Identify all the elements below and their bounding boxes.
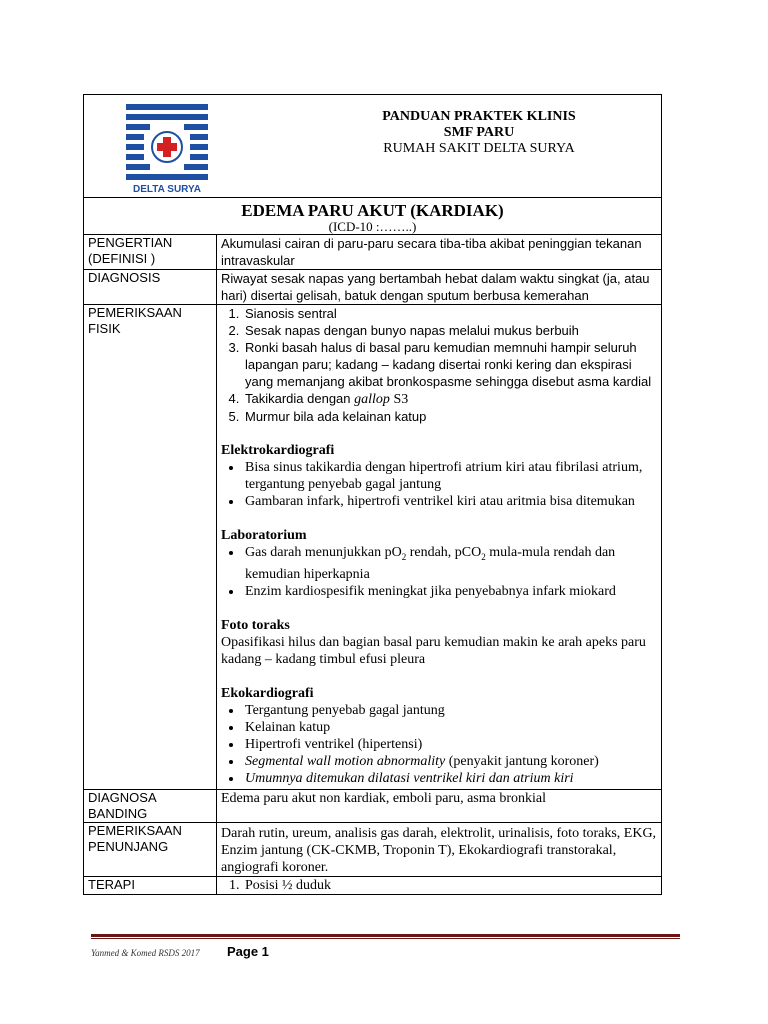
label-pemeriksaan-fisik: PEMERIKSAAN FISIK [84, 305, 217, 790]
list-item: • Enzim kardiospesifik meningkat jika penyebabnya infark miokard [243, 583, 657, 600]
svg-text:DELTA SURYA: DELTA SURYA [133, 184, 201, 195]
subscript: 2 [401, 551, 407, 562]
list-item: 1. Posisi ½ duduk [243, 877, 657, 894]
header-text [284, 109, 674, 157]
list-item: • Bisa sinus takikardia dengan hipertrofi atrium kiri atau fibrilasi atrium, tergantung penyebab gagal jantung [243, 459, 657, 493]
footer-credit: Yanmed & Komed RSDS 2017 [91, 948, 200, 958]
list-item: 1. Sianosis sentral [243, 305, 657, 322]
value-pengertian: Akumulasi cairan di paru-paru secara tiba-tiba akibat peninggian tekanan intravaskular [217, 235, 662, 270]
header-line3: RUMAH SAKIT DELTA SURYA [383, 141, 575, 156]
lab-list [221, 544, 657, 600]
label-terapi: TERAPI [84, 876, 217, 894]
section-title-lab: Laboratorium [221, 528, 307, 543]
header-line2: SMF PARU [443, 125, 515, 140]
label-penunjang: PEMERIKSAAN PENUNJANG [84, 822, 217, 876]
list-item: 5. Murmur bila ada kelainan katup [243, 408, 657, 425]
section-title-foto: Foto toraks [221, 617, 290, 633]
value-penunjang: Darah rutin, ureum, analisis gas darah, elektrolit, urinalisis, foto toraks, EKG, Enzim jantung (CK-CKMB, Troponin T), Ekokardiografi transtorakal, angiografi koroner. [217, 822, 662, 876]
list-item [243, 390, 657, 408]
fisik-list [221, 305, 657, 425]
list-item: • Umumnya ditemukan dilatasi ventrikel kiri dan atrium kiri [243, 770, 657, 787]
label-diagnosis: DIAGNOSIS [84, 270, 217, 305]
value-diagnosa-banding: Edema paru akut non kardiak, emboli paru, asma bronkial [217, 789, 662, 822]
foto-text: Opasifikasi hilus dan bagian basal paru kemudian makin ke arah apeks paru kadang – kadang timbul efusi pleura [221, 634, 646, 667]
footer-rule-thin [91, 938, 680, 939]
italic-term: gallop [354, 392, 390, 407]
title-cell [84, 198, 662, 235]
list-item: • Hipertrofi ventrikel (hipertensi) [243, 736, 657, 753]
list-item [243, 544, 657, 583]
value-pemeriksaan-fisik [217, 305, 662, 790]
list-item-text: Takikardia dengan [245, 391, 351, 406]
label-pengertian: PENGERTIAN (DEFINISI ) [84, 235, 217, 270]
subscript: 2 [481, 551, 486, 562]
list-item: 3. Ronki basah halus di basal paru kemudian memnuhi hampir seluruh lapangan paru; kadang – kadang disertai ronki kering dan ekspirasi yang memanjang akibat bronkospasme sehingga disebut asma kardial [243, 339, 657, 390]
lab-text-b: rendah, pCO [406, 545, 482, 560]
label-diagnosa-banding: DIAGNOSA BANDING [84, 789, 217, 822]
delta-surya-logo [124, 102, 210, 196]
italic-term: Segmental wall motion abnormality [245, 753, 446, 769]
ekg-list [221, 459, 657, 510]
header-line1: PANDUAN PRAKTEK KLINIS [382, 109, 576, 124]
section-title-eko: Ekokardiografi [221, 685, 314, 701]
list-item: • Tergantung penyebab gagal jantung [243, 702, 657, 719]
document-title: EDEMA PARU AKUT (KARDIAK) [241, 201, 504, 220]
lab-text-c: mula-mula rendah dan kemudian hiperkapnia [245, 545, 616, 582]
list-item: • Gambaran infark, hipertrofi ventrikel kiri atau aritmia bisa ditemukan [243, 493, 657, 510]
list-item: • Kelainan katup [243, 719, 657, 736]
terapi-list [221, 877, 657, 894]
page-number: Page 1 [227, 944, 269, 959]
lab-text-a: Gas darah menunjukkan pO [245, 545, 402, 560]
list-item [243, 753, 657, 770]
guideline-table [83, 94, 662, 895]
value-terapi [217, 876, 662, 894]
list-item-suffix: (penyakit jantung koroner) [445, 753, 599, 769]
list-item-suffix: S3 [389, 392, 409, 407]
section-title-ekg: Elektrokardiografi [221, 443, 335, 458]
footer-rule [91, 934, 680, 937]
eko-list [221, 702, 657, 787]
list-item: 2. Sesak napas dengan bunyo napas melalui mukus berbuih [243, 322, 657, 339]
value-diagnosis: Riwayat sesak napas yang bertambah hebat dalam waktu singkat (ja, atau hari) disertai gelisah, batuk dengan sputum berbusa kemerahan [217, 270, 662, 305]
header-cell [84, 95, 662, 198]
icd-code: (ICD-10 :……..) [328, 219, 417, 234]
